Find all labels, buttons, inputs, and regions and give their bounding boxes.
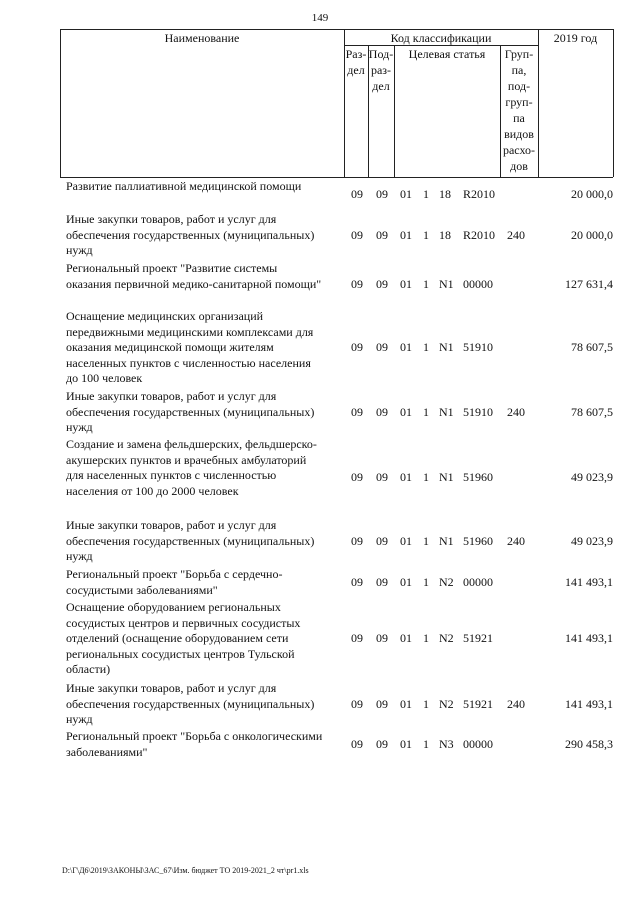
row-razdel: 09 <box>351 737 363 751</box>
row-target-program: 01 <box>400 405 412 419</box>
row-razdel: 09 <box>351 405 363 419</box>
row-target-event: N1 <box>439 340 454 354</box>
header-razdel: Раз- дел <box>345 47 367 77</box>
row-target-subprogram: 1 <box>423 631 429 645</box>
row-target-direction: 51910 <box>463 340 493 354</box>
row-name: Иные закупки товаров, работ и услуг для обеспечения государственных (муниципальных) нужд <box>66 389 315 435</box>
row-target-program: 01 <box>400 187 412 201</box>
row-razdel: 09 <box>351 534 363 548</box>
row-group: 240 <box>507 697 525 711</box>
row-podrazdel: 09 <box>376 340 388 354</box>
row-group: 240 <box>507 534 525 548</box>
row-target-event: N1 <box>439 470 454 484</box>
header-code: Код классификации <box>390 31 492 45</box>
row-amount: 141 493,1 <box>565 631 613 645</box>
row-target-subprogram: 1 <box>423 575 429 589</box>
row-target-direction: 51910 <box>463 405 493 419</box>
row-amount: 78 607,5 <box>571 405 613 419</box>
row-name: Региональный проект "Борьба с онкологическими заболеваниями" <box>66 729 323 759</box>
row-target-subprogram: 1 <box>423 737 429 751</box>
row-target-event: 18 <box>439 228 451 242</box>
page-number: 149 <box>311 12 329 24</box>
row-amount: 49 023,9 <box>571 534 613 548</box>
row-name: Создание и замена фельдшерских, фельдшерско- акушерских пунктов и врачебных амбулаторий для населенных пунктов с численностью населения от 100 до 2000 человек <box>66 437 317 498</box>
row-podrazdel: 09 <box>376 737 388 751</box>
row-target-direction: 51921 <box>463 697 493 711</box>
row-amount: 127 631,4 <box>565 277 613 291</box>
row-target-event: N2 <box>439 575 454 589</box>
header-year: 2019 год <box>553 31 598 45</box>
row-target-subprogram: 1 <box>423 534 429 548</box>
row-target-direction: 00000 <box>463 737 493 751</box>
header-bottom-border <box>60 177 613 178</box>
row-name: Иные закупки товаров, работ и услуг для обеспечения государственных (муниципальных) нужд <box>66 518 315 564</box>
row-target-program: 01 <box>400 228 412 242</box>
row-target-event: N2 <box>439 631 454 645</box>
row-razdel: 09 <box>351 631 363 645</box>
row-name: Оснащение оборудованием региональных сосудистых центров и первичных сосудистых отделений (оснащение оборудованием сети региональных сосудистых центров Тульской области) <box>66 600 301 677</box>
row-target-direction: 51960 <box>463 534 493 548</box>
row-name: Региональный проект "Развитие системы оказания первичной медико-санитарной помощи" <box>66 261 322 291</box>
row-target-program: 01 <box>400 631 412 645</box>
row-target-program: 01 <box>400 340 412 354</box>
row-razdel: 09 <box>351 470 363 484</box>
row-target-event: N1 <box>439 534 454 548</box>
row-podrazdel: 09 <box>376 470 388 484</box>
row-group: 240 <box>507 405 525 419</box>
row-name: Региональный проект "Борьба с сердечно- сосудистыми заболеваниями" <box>66 567 283 597</box>
row-podrazdel: 09 <box>376 187 388 201</box>
row-group: 240 <box>507 228 525 242</box>
row-razdel: 09 <box>351 277 363 291</box>
row-target-direction: R2010 <box>463 228 496 242</box>
row-target-event: 18 <box>439 187 451 201</box>
row-razdel: 09 <box>351 340 363 354</box>
row-target-direction: 51960 <box>463 470 493 484</box>
row-razdel: 09 <box>351 575 363 589</box>
header-divider-group <box>538 29 539 177</box>
row-target-subprogram: 1 <box>423 470 429 484</box>
row-target-event: N1 <box>439 277 454 291</box>
row-razdel: 09 <box>351 697 363 711</box>
header-left-border <box>60 29 61 177</box>
row-target-subprogram: 1 <box>423 405 429 419</box>
header-group: Груп- па, под- груп- па видов расхо- дов <box>502 47 536 173</box>
row-podrazdel: 09 <box>376 697 388 711</box>
row-podrazdel: 09 <box>376 534 388 548</box>
header-name: Наименование <box>164 31 240 45</box>
row-target-direction: 51921 <box>463 631 493 645</box>
header-target: Целевая статья <box>408 47 486 61</box>
row-target-event: N2 <box>439 697 454 711</box>
row-razdel: 09 <box>351 187 363 201</box>
header-right-border <box>613 29 614 177</box>
row-name: Развитие паллиативной медицинской помощи <box>66 179 302 193</box>
row-razdel: 09 <box>351 228 363 242</box>
row-amount: 20 000,0 <box>571 228 613 242</box>
row-name: Иные закупки товаров, работ и услуг для обеспечения государственных (муниципальных) нужд <box>66 681 315 727</box>
footer-file-path: D:\Г\Д6\2019\ЗАКОНЫ\ЗАС_67\Изм. бюджет ТО 2019-2021_2 чт\pr1.xls <box>62 866 309 875</box>
header-podrazdel: Под- раз- дел <box>368 47 394 93</box>
row-target-subprogram: 1 <box>423 697 429 711</box>
row-target-subprogram: 1 <box>423 340 429 354</box>
row-podrazdel: 09 <box>376 631 388 645</box>
row-target-program: 01 <box>400 470 412 484</box>
row-target-program: 01 <box>400 277 412 291</box>
row-target-subprogram: 1 <box>423 228 429 242</box>
row-name: Иные закупки товаров, работ и услуг для обеспечения государственных (муниципальных) нужд <box>66 212 315 258</box>
row-amount: 290 458,3 <box>565 737 613 751</box>
row-amount: 20 000,0 <box>571 187 613 201</box>
row-target-direction: 00000 <box>463 575 493 589</box>
header-divider-podrazdel <box>394 45 395 177</box>
row-target-event: N1 <box>439 405 454 419</box>
row-podrazdel: 09 <box>376 228 388 242</box>
row-target-program: 01 <box>400 697 412 711</box>
row-podrazdel: 09 <box>376 277 388 291</box>
row-amount: 141 493,1 <box>565 575 613 589</box>
row-target-direction: R2010 <box>463 187 496 201</box>
row-target-subprogram: 1 <box>423 277 429 291</box>
row-target-subprogram: 1 <box>423 187 429 201</box>
row-podrazdel: 09 <box>376 405 388 419</box>
row-target-program: 01 <box>400 737 412 751</box>
row-name: Оснащение медицинских организаций передвижными медицинскими комплексами для оказания медицинской помощи жителям населенных пунктов с численностью населения до 100 человек <box>66 309 314 386</box>
row-amount: 78 607,5 <box>571 340 613 354</box>
row-amount: 49 023,9 <box>571 470 613 484</box>
row-target-event: N3 <box>439 737 454 751</box>
row-target-direction: 00000 <box>463 277 493 291</box>
row-amount: 141 493,1 <box>565 697 613 711</box>
row-target-program: 01 <box>400 534 412 548</box>
row-target-program: 01 <box>400 575 412 589</box>
row-podrazdel: 09 <box>376 575 388 589</box>
